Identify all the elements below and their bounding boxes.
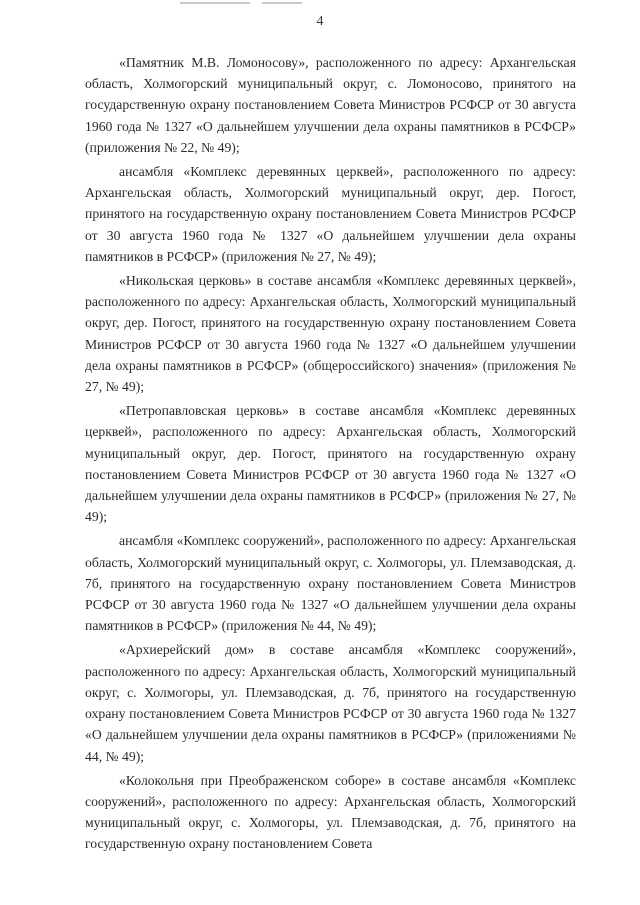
document-body <box>85 52 576 858</box>
scan-artifact-line <box>180 2 250 4</box>
paragraph-nikolskaya-church: «Никольская церковь» в составе ансамбля «Комплекс деревянных церквей», расположенного по адресу: Архангельская область, Холмогорский муниципальный округ, дер. Погост, принятого на государственную охрану постановлением Совета Министров РСФСР от 30 августа 1960 года № 1327 «О дальнейшем улучшении дела охраны памятников в РСФСР» (общероссийского) значения» (приложения № 27, № 49); <box>85 273 576 395</box>
page-number: 4 <box>316 14 324 29</box>
paragraph-bishops-house: «Архиерейский дом» в составе ансамбля «Комплекс сооружений», расположенного по адресу: Архангельская область, Холмогорский муниципальный округ, с. Холмогоры, ул. Племзаводская, д. 7б, принятого на государственную охрану постановлением Совета Министров РСФСР от 30 августа 1960 года № 1327 «О дальнейшем улучшении дела охраны памятников в РСФСР» (приложениями № 44, № 49); <box>85 642 576 764</box>
paragraph-lomonosov-monument: «Памятник М.В. Ломоносову», расположенного по адресу: Архангельская область, Холмогорский муниципальный округ, с. Ломоносово, принятого на государственную охрану постановлением Совета Министров РСФСР от 30 августа 1960 года № 1327 «О дальнейшем улучшении дела охраны памятников в РСФСР» (приложения № 22, № 49); <box>85 55 576 155</box>
paragraph-wooden-churches-ensemble: ансамбля «Комплекс деревянных церквей», расположенного по адресу: Архангельская область, Холмогорский муниципальный округ, дер. Погост, принятого на государственную охрану постановлением Совета Министров РСФСР от 30 августа 1960 года № 1327 «О дальнейшем улучшении дела охраны памятников в РСФСР» (приложения № 27, № 49); <box>85 164 576 264</box>
paragraph-bell-tower: «Колокольня при Преображенском соборе» в составе ансамбля «Комплекс сооружений», расположенного по адресу: Архангельская область, Холмогорский муниципальный округ, с. Холмогоры, ул. Племзаводская, д. 7б, принятого на государственную охрану постановлением Совета <box>85 772 576 852</box>
paragraph-structures-ensemble: ансамбля «Комплекс сооружений», расположенного по адресу: Архангельская область, Холмогорский муниципальный округ, с. Холмогоры, ул. Племзаводская, д. 7б, принятого на государственную охрану постановлением Совета Министров РСФСР от 30 августа 1960 года № 1327 «О дальнейшем улучшении дела охраны памятников в РСФСР» (приложения № 44, № 49); <box>85 533 576 634</box>
paragraph-petropavlovskaya-church: «Петропавловская церковь» в составе ансамбля «Комплекс деревянных церквей», расположенного по адресу: Архангельская область, Холмогорский муниципальный округ, дер. Погост, принятого на государственную охрану постановлением Совета Министров РСФСР от 30 августа 1960 года № 1327 «О дальнейшем улучшении дела охраны памятников в РСФСР» (приложения № 27, № 49); <box>85 403 576 525</box>
scan-artifact-line <box>262 2 302 4</box>
